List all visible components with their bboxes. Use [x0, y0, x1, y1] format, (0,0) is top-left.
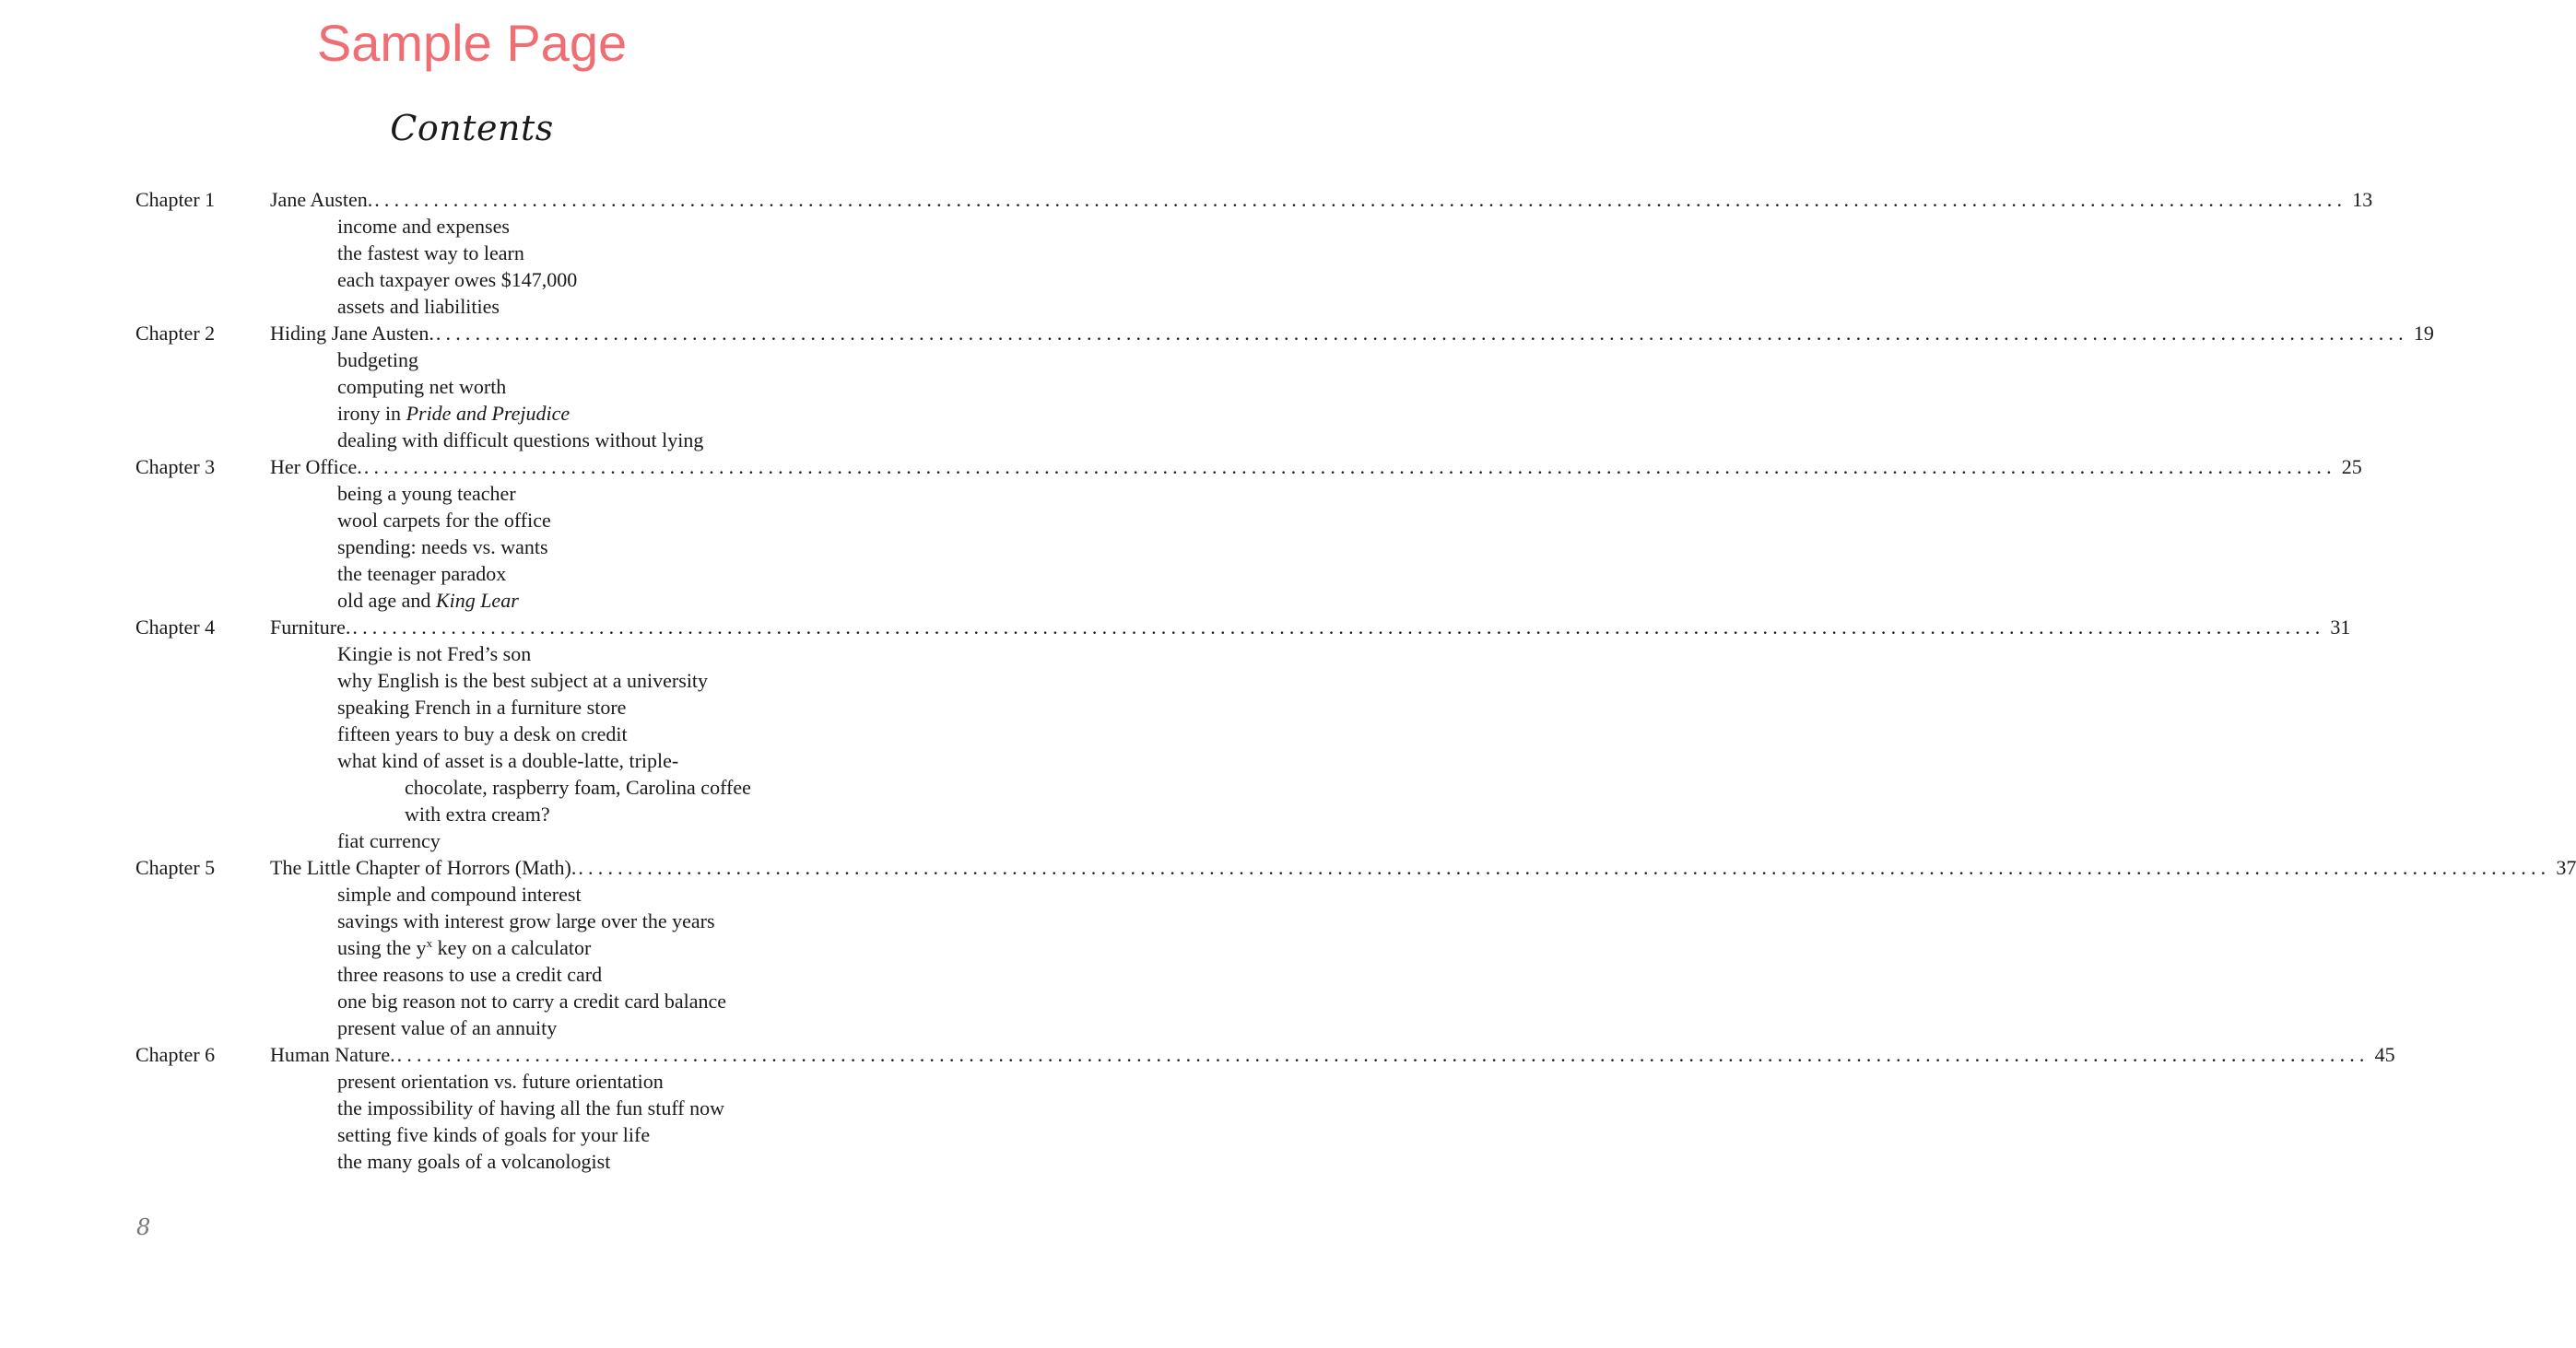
topic-line [135, 240, 808, 266]
chapter-page-number: 13 [2352, 188, 2373, 211]
topic-text [337, 747, 678, 774]
chapter-label: Chapter 3 [135, 455, 216, 478]
topic-text [337, 1068, 664, 1095]
chapter-page-number: 19 [2413, 322, 2434, 345]
topic-text [337, 667, 708, 694]
topic-text [337, 961, 602, 988]
topic-text [337, 240, 524, 266]
topic-label: fifteen years to buy a desk on credit [337, 722, 628, 745]
topic-text [405, 774, 751, 801]
chapter-title-line [270, 320, 2434, 346]
topic-label: income and expenses [337, 215, 510, 238]
topic-label: present value of an annuity [337, 1016, 558, 1039]
topic-label: savings with interest grow large over the years [337, 909, 715, 932]
topic-label: old age and [337, 589, 436, 612]
topic-text [337, 560, 506, 587]
topic-text [337, 694, 626, 721]
topic-line [135, 801, 808, 827]
topic-line [135, 640, 808, 667]
chapter-label: Chapter 4 [135, 615, 216, 639]
topic-line [135, 1068, 808, 1095]
chapter-title-line [270, 614, 2351, 640]
dot-leader: ........................................................................................................................................................................................................ [396, 1043, 2370, 1066]
topic-text [337, 934, 591, 961]
topic-line [135, 266, 808, 293]
topic-text [337, 721, 628, 747]
topic-text [337, 1121, 650, 1148]
topic-line [135, 774, 808, 801]
topic-text [337, 480, 516, 507]
topic-label: using the y [337, 936, 427, 959]
topic-line [135, 507, 808, 533]
topic-line [135, 533, 808, 560]
topic-line [135, 827, 808, 854]
chapter-entry [135, 614, 2351, 640]
topic-text [337, 213, 510, 240]
topic-label: computing net worth [337, 375, 507, 398]
topic-text [405, 801, 550, 827]
topic-line [135, 721, 808, 747]
topic-line [135, 1095, 808, 1121]
chapter-title: Furniture. [270, 615, 351, 639]
chapter-title: Jane Austen. [270, 188, 373, 211]
topic-label: Kingie is not Fred’s son [337, 642, 532, 665]
topic-label: the fastest way to learn [337, 241, 524, 264]
dot-leader: ........................................................................................................................................................................................................ [363, 455, 2336, 478]
dot-leader: ........................................................................................................................................................................................................ [435, 322, 2408, 345]
chapter-page-number: 45 [2374, 1043, 2395, 1066]
chapter-label: Chapter 5 [135, 856, 216, 879]
chapter-entry [135, 1041, 2395, 1068]
topic-label: wool carpets for the office [337, 509, 551, 532]
topic-line [135, 1014, 808, 1041]
topic-text [337, 346, 418, 373]
topic-label: what kind of asset is a double-latte, triple- [337, 749, 679, 772]
topic-text [337, 881, 582, 908]
topic-label: each taxpayer owes $147,000 [337, 268, 578, 291]
topic-label: the impossibility of having all the fun stuff now [337, 1096, 724, 1119]
topic-text [337, 1148, 610, 1175]
topic-label: three reasons to use a credit card [337, 963, 603, 986]
topic-line [135, 400, 808, 427]
chapter-entry [135, 854, 2576, 881]
topic-title-italic: King Lear [435, 589, 519, 612]
topic-label: the teenager paradox [337, 562, 507, 585]
topic-text [337, 373, 506, 400]
topic-label: with extra cream? [405, 803, 550, 826]
chapter-entry [135, 320, 2434, 346]
topic-line [135, 480, 808, 507]
topic-label-rest: key on a calculator [432, 936, 592, 959]
chapter-title: Human Nature. [270, 1043, 395, 1066]
topic-label: budgeting [337, 348, 418, 371]
chapter-title-line [270, 854, 2576, 881]
topic-line [135, 1121, 808, 1148]
chapter-entry [135, 453, 2362, 480]
topic-text [337, 908, 715, 934]
topic-label: irony in [337, 402, 406, 425]
topic-label: being a young teacher [337, 482, 516, 505]
dot-leader: ........................................................................................................................................................................................................ [578, 856, 2551, 879]
topic-label: chocolate, raspberry foam, Carolina coffee [405, 776, 751, 799]
topic-line [135, 213, 808, 240]
topic-line [135, 346, 808, 373]
contents-heading: Contents [390, 108, 554, 148]
topic-text [337, 507, 551, 533]
dot-leader: ........................................................................................................................................................................................................ [352, 615, 2325, 639]
topic-text [337, 587, 519, 614]
chapter-title: Hiding Jane Austen. [270, 322, 434, 345]
topic-line [135, 587, 808, 614]
topic-line [135, 667, 808, 694]
topic-label: one big reason not to carry a credit card balance [337, 990, 727, 1013]
chapter-title-line [270, 1041, 2395, 1068]
chapter-label: Chapter 2 [135, 322, 216, 345]
chapter-title: The Little Chapter of Horrors (Math). [270, 856, 577, 879]
topic-line [135, 881, 808, 908]
topic-line [135, 934, 808, 961]
topic-line [135, 560, 808, 587]
chapter-label: Chapter 1 [135, 188, 216, 211]
topic-line [135, 988, 808, 1014]
topic-line [135, 747, 808, 774]
topic-text [337, 1014, 557, 1041]
topic-label: present orientation vs. future orientation [337, 1070, 664, 1093]
topic-text [337, 1095, 724, 1121]
topic-line [135, 293, 808, 320]
topic-label: simple and compound interest [337, 883, 582, 906]
chapter-label: Chapter 6 [135, 1043, 216, 1066]
chapter-title: Her Office. [270, 455, 362, 478]
superscript: x [426, 936, 433, 950]
topic-line [135, 1148, 808, 1175]
chapter-page-number: 37 [2556, 856, 2576, 879]
topic-text [337, 533, 548, 560]
topic-title-italic: Pride and Prejudice [406, 402, 570, 425]
chapter-page-number: 31 [2330, 615, 2351, 639]
chapter-title-line [270, 453, 2362, 480]
topic-text [337, 640, 531, 667]
dot-leader: ........................................................................................................................................................................................................ [374, 188, 2347, 211]
chapter-page-number: 25 [2341, 455, 2362, 478]
sample-page-watermark: Sample Page [316, 14, 628, 72]
topic-text [337, 988, 726, 1014]
topic-label: why English is the best subject at a university [337, 669, 709, 692]
table-of-contents [135, 186, 2576, 1175]
topic-line [135, 694, 808, 721]
topic-label: speaking French in a furniture store [337, 696, 627, 719]
topic-text [337, 293, 500, 320]
topic-text [337, 266, 577, 293]
topic-line [135, 908, 808, 934]
topic-label: dealing with difficult questions without lying [337, 428, 704, 451]
chapter-title-line [270, 186, 2373, 213]
topic-label: assets and liabilities [337, 295, 500, 318]
topic-label: setting five kinds of goals for your life [337, 1123, 651, 1146]
topic-text [337, 827, 441, 854]
topic-label: the many goals of a volcanologist [337, 1150, 611, 1173]
topic-text [337, 427, 703, 453]
page-number: 8 [136, 1214, 151, 1240]
topic-label: spending: needs vs. wants [337, 535, 548, 558]
topic-label: fiat currency [337, 829, 441, 852]
topic-line [135, 427, 808, 453]
topic-line [135, 373, 808, 400]
chapter-entry [135, 186, 2373, 213]
topic-text [337, 400, 570, 427]
topic-line [135, 961, 808, 988]
